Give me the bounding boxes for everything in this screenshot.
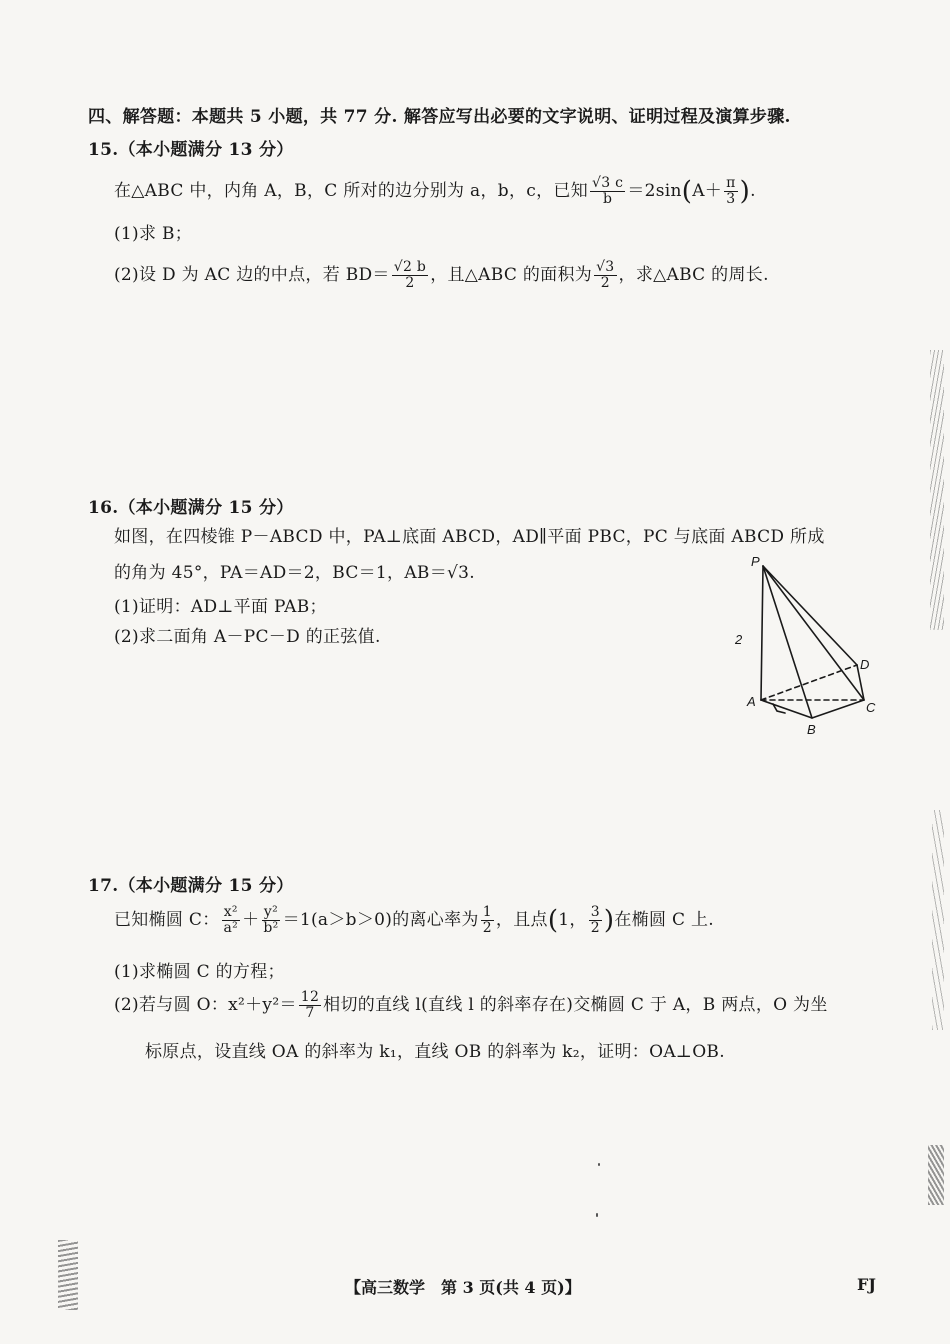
scan-edge-left — [58, 1240, 78, 1310]
q15-frac1 — [590, 176, 625, 206]
q15-stem-b: ＝2sin — [627, 181, 682, 201]
label-D: D — [860, 657, 870, 672]
q17-stem-a: 已知椭圆 C： — [114, 910, 220, 930]
q17-stem-d: 在椭圆 C 上. — [614, 910, 714, 930]
q17-stem-b: ＝1(a＞b＞0)的离心率为 — [282, 910, 479, 930]
label-A: A — [747, 694, 756, 709]
q15-frac2-num: √2 b — [393, 259, 427, 276]
q16-part1: (1)证明：AD⊥平面 PAB； — [114, 597, 327, 617]
edge-PD — [763, 566, 857, 665]
q17-part2 — [114, 990, 828, 1021]
q17-ecc-den: 2 — [482, 920, 492, 936]
q15-p2-c: ，求△ABC 的周长. — [618, 265, 769, 285]
edge-AD-hidden — [761, 665, 857, 700]
edge-PB — [763, 566, 812, 718]
q16-line2: 的角为 45°，PA＝AD＝2，BC＝1，AB＝√3. — [114, 563, 475, 583]
q15-stem-a: 在△ABC 中，内角 A，B，C 所对的边分别为 a，b，c，已知 — [114, 181, 588, 201]
q17-stem: 已知椭圆 C： $\frac{\text{x²}}{\text{a²}}$ ＋ $\frac{\text{y²}}{\text{b²}}$ ＝1(a＞b＞0)的离心率为 $\frac{1}{2}$ ，且点(1， $\frac{3}{2}$ )在椭圆 C 上. — [114, 904, 714, 936]
q17-part1: (1)求椭圆 C 的方程； — [114, 962, 285, 982]
q15-inner-a: A＋ — [692, 181, 723, 201]
q15-frac2 — [392, 260, 428, 290]
q17-title: 17.（本小题满分 15 分） — [88, 876, 294, 896]
label-C: C — [866, 700, 876, 715]
q15-title: 15.（本小题满分 13 分） — [88, 140, 294, 160]
q17-plus: ＋ — [242, 910, 260, 930]
q15-pi-frac — [724, 176, 738, 206]
q17-r-den: 7 — [305, 1005, 315, 1021]
q15-pi-num: π — [726, 175, 736, 192]
q15-frac3-num: √3 — [596, 259, 615, 276]
label-side: 2 — [735, 632, 743, 647]
footer-code: FJ — [857, 1275, 876, 1294]
q17-part2-cont: 标原点，设直线 OA 的斜率为 k₁，直线 OB 的斜率为 k₂，证明：OA⊥OB. — [145, 1042, 725, 1062]
q15-frac1-num: √3 c — [592, 175, 624, 192]
q17-pt-num: 3 — [590, 904, 600, 921]
q17-p2-b: 相切的直线 l(直线 l 的斜率存在)交椭圆 C 于 A，B 两点，O 为坐 — [323, 995, 828, 1015]
q17-ecc — [481, 905, 494, 935]
q15-stem: 在△ABC 中，内角 A，B，C 所对的边分别为 a，b，c，已知 $\frac{√3 c}{b}$ ＝2sin(A＋ $\frac{\pi}{3}$ ). — [114, 175, 756, 207]
scan-edge-right-1 — [930, 350, 944, 630]
edge-AB — [761, 700, 812, 718]
q17-p2-a: (2)若与圆 O：x²＋y²＝ — [114, 995, 297, 1015]
q16-part2: (2)求二面角 A－PC－D 的正弦值. — [114, 627, 381, 647]
section-header: 四、解答题：本题共 5 小题，共 77 分. 解答应写出必要的文字说明、证明过程及演算步骤. — [88, 107, 791, 127]
label-B: B — [807, 722, 816, 737]
speck-1 — [598, 1163, 600, 1166]
q15-p2-a: (2)设 D 为 AC 边的中点，若 BD＝ — [114, 265, 390, 285]
q15-pi-den: 3 — [726, 191, 736, 207]
pyramid-figure — [725, 550, 895, 750]
q17-stem-c: ，且点 — [495, 910, 548, 930]
q17-e2 — [261, 905, 280, 935]
q17-e1 — [222, 905, 241, 935]
q17-r-num: 12 — [300, 989, 320, 1006]
edge-BC — [812, 700, 864, 718]
q16-line1: 如图，在四棱锥 P－ABCD 中，PA⊥底面 ABCD，AD∥平面 PBC，PC 与底面 ABCD 所成 — [114, 527, 825, 547]
q15-frac2-den: 2 — [405, 275, 415, 291]
label-P: P — [751, 554, 760, 569]
q15-frac3-den: 2 — [600, 275, 610, 291]
edge-PC — [763, 566, 864, 700]
q17-pt-frac — [589, 905, 602, 935]
q15-frac3 — [594, 260, 616, 290]
q15-frac1-den: b — [603, 191, 613, 207]
q16-title: 16.（本小题满分 15 分） — [88, 498, 294, 518]
q15-stem-end: . — [750, 181, 756, 201]
page-footer: 【高三数学 第 3 页(共 4 页)】 — [345, 1278, 581, 1297]
q17-e2-den: b² — [263, 920, 279, 936]
q17-r-frac — [299, 990, 321, 1020]
q17-pt-a: 1， — [558, 910, 587, 930]
q15-part2 — [114, 260, 769, 291]
edge-PA — [761, 566, 763, 700]
scan-edge-right-3 — [928, 1145, 944, 1205]
q17-e2-num: y² — [263, 904, 279, 921]
q15-part1: (1)求 B； — [114, 224, 193, 244]
scan-edge-right-2 — [932, 810, 944, 1030]
q17-e1-den: a² — [223, 920, 239, 936]
q17-pt-den: 2 — [590, 920, 600, 936]
q15-p2-b: ，且△ABC 的面积为 — [430, 265, 593, 285]
speck-2 — [596, 1213, 598, 1217]
q17-ecc-num: 1 — [482, 904, 492, 921]
q17-e1-num: x² — [223, 904, 238, 921]
